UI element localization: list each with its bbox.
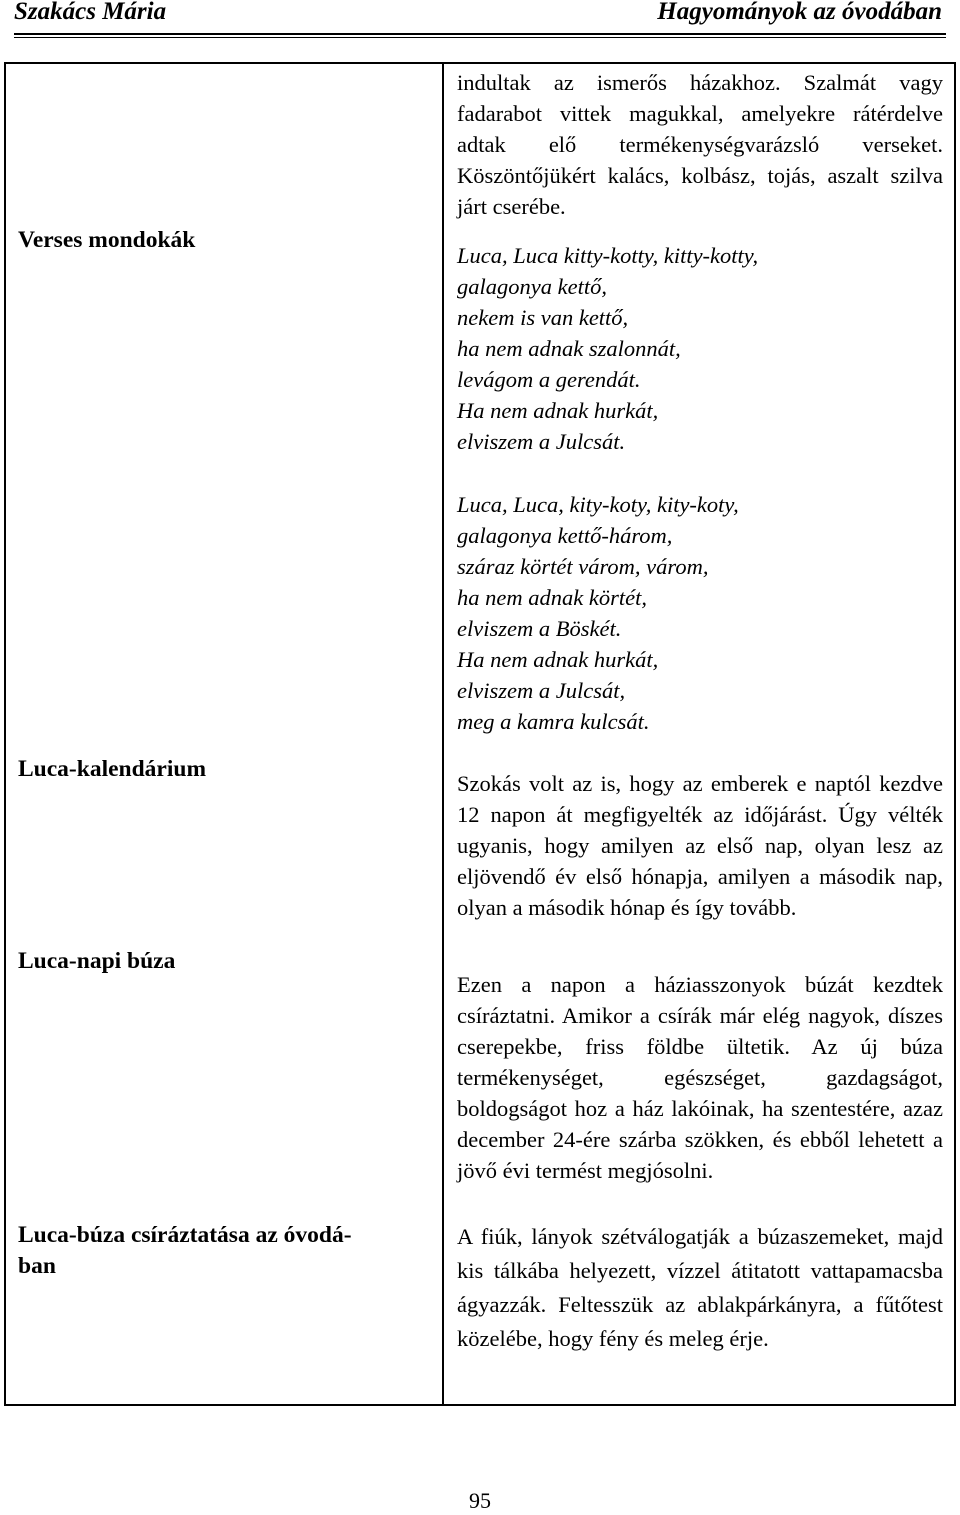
poem-one <box>457 240 943 457</box>
poem-line: elviszem a Böskét. <box>457 616 622 641</box>
csiraztatas-paragraph: A fiúk, lányok szétválogatják a búzaszemeket, majd kis tálkába helyezett, vízzel átitatott vattapamacsba ágyazzák. Feltesszük az ablakpárkányra, a fűtőtest közelébe, hogy fény és meleg érje. <box>457 1224 943 1351</box>
poem-line: elviszem a Julcsát, <box>457 678 626 703</box>
header-rule-thin <box>14 37 946 38</box>
label-csiraztatas-text: Luca-búza csíráztatása az óvodá- ban <box>18 1222 352 1279</box>
header-rule <box>14 33 946 35</box>
poem-line: Luca, Luca kitty-kotty, kitty-kotty, <box>457 243 759 268</box>
poem-line: galagonya kettő-három, <box>457 523 673 548</box>
label-kalendarium: Luca-kalendárium <box>18 756 207 782</box>
poem-line: galagonya kettő, <box>457 274 607 299</box>
poem-line: ha nem adnak szalonnát, <box>457 336 681 361</box>
page-header <box>0 0 960 32</box>
label-verses: Verses mondokák <box>18 227 196 253</box>
poem-two <box>457 489 943 737</box>
napi-buza-paragraph: Ezen a napon a háziasszonyok búzát kezdtek csíráztatni. Amikor a csírák már elég nagyok, díszes cserepekbe, friss földbe ültetik. Az új búza termékenységet, egészséget, gazdagságot, boldogságot hoz a ház lakóinak, ha szentestére, azaz december 24-ére szárba szökken, és ebből lehetett a jövő évi termést megjósolni. <box>457 972 943 1183</box>
poem-line: Ha nem adnak hurkát, <box>457 398 659 423</box>
poem-line: meg a kamra kulcsát. <box>457 709 650 734</box>
poem-line: elviszem a Julcsát. <box>457 429 626 454</box>
header-title: Hagyományok az óvodában <box>657 0 942 25</box>
kalendarium-paragraph: Szokás volt az is, hogy az emberek e naptól kezdve 12 napon át megfigyelték az időjárást. Úgy vélték ugyanis, hogy amilyen az első nap, olyan lesz az eljövendő év első hónapja, amilyen a második nap, olyan a második hónap és így tovább. <box>457 771 943 920</box>
poem-line: nekem is van kettő, <box>457 305 629 330</box>
label-csiraztatas <box>18 1220 428 1282</box>
poem-line: ha nem adnak körtét, <box>457 585 647 610</box>
poem-line: levágom a gerendát. <box>457 367 641 392</box>
poem-line: száraz körtét várom, várom, <box>457 554 709 579</box>
page-number: 95 <box>469 1488 491 1513</box>
column-divider <box>442 62 444 1406</box>
poem-line: Luca, Luca, kity-koty, kity-koty, <box>457 492 739 517</box>
poem-line: Ha nem adnak hurkát, <box>457 647 659 672</box>
label-napi-buza: Luca-napi búza <box>18 948 176 974</box>
intro-paragraph: indultak az ismerős házakhoz. Szalmát vagy fadarabot vittek magukkal, amelyekre rátérdelve adtak elő termékenységvarázsló verseket. Köszöntőjükért kalács, kolbász, tojás, aszalt szilva járt cserébe. <box>457 70 943 219</box>
header-author: Szakács Mária <box>14 0 167 25</box>
